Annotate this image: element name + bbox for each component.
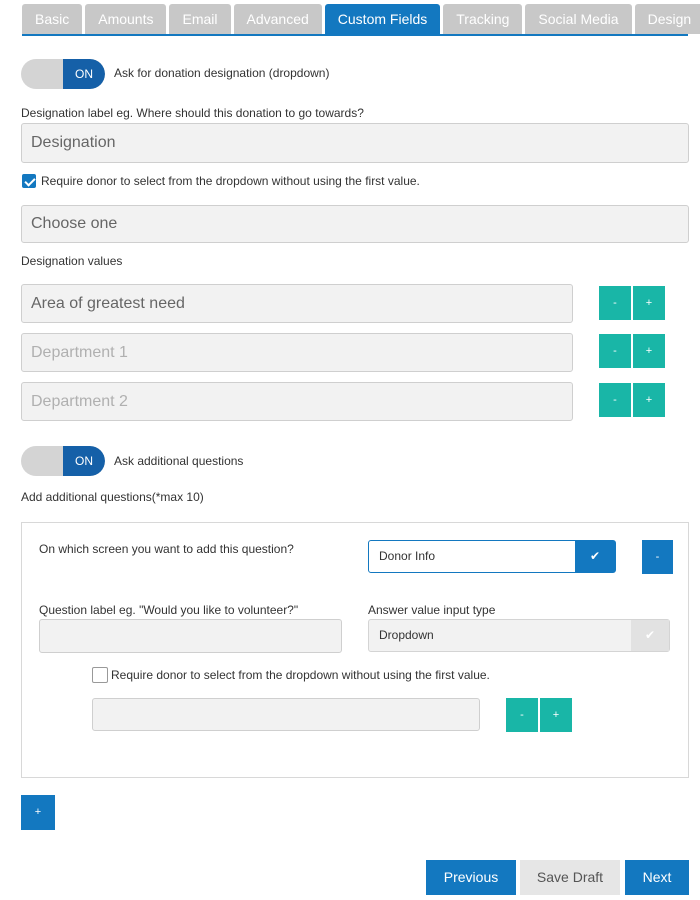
- screen-question-label: On which screen you want to add this question?: [39, 542, 294, 556]
- additional-questions-toggle[interactable]: [21, 446, 105, 476]
- additional-questions-heading: Add additional questions(*max 10): [21, 490, 204, 504]
- tab-social-media[interactable]: Social Media: [525, 4, 631, 34]
- answer-type-label: Answer value input type: [368, 603, 496, 617]
- additional-questions-toggle-label: Ask additional questions: [114, 454, 244, 468]
- designation-values-heading: Designation values: [21, 254, 123, 268]
- add-value-button-2[interactable]: +: [633, 334, 665, 368]
- tab-custom-fields[interactable]: Custom Fields: [325, 4, 440, 34]
- check-icon: ✔: [575, 541, 615, 572]
- question-label-hint: Question label eg. "Would you like to volunteer?": [39, 603, 299, 617]
- remove-question-button[interactable]: -: [642, 540, 673, 574]
- designation-value-input-1[interactable]: Area of greatest need: [21, 284, 573, 323]
- tab-basic[interactable]: Basic: [22, 4, 82, 34]
- remove-value-button-1[interactable]: -: [599, 286, 631, 320]
- designation-require-checkbox[interactable]: [22, 174, 36, 188]
- tab-amounts[interactable]: Amounts: [85, 4, 166, 34]
- screen-select-value: Donor Info: [379, 549, 436, 563]
- question-label-input[interactable]: [39, 619, 342, 653]
- designation-first-value-input[interactable]: Choose one: [21, 205, 689, 243]
- tab-advanced[interactable]: Advanced: [234, 4, 322, 34]
- tab-email[interactable]: Email: [169, 4, 230, 34]
- tab-design[interactable]: Design: [635, 4, 700, 34]
- tab-tracking[interactable]: Tracking: [443, 4, 522, 34]
- question-option-input[interactable]: [92, 698, 480, 731]
- add-question-button[interactable]: +: [21, 795, 55, 830]
- designation-toggle[interactable]: [21, 59, 105, 89]
- question-require-label: Require donor to select from the dropdown without using the first value.: [111, 668, 490, 682]
- screen-select[interactable]: [368, 540, 616, 573]
- designation-value-input-3[interactable]: Department 2: [21, 382, 573, 421]
- designation-require-label: Require donor to select from the dropdown without using the first value.: [41, 174, 420, 188]
- answer-type-value: Dropdown: [379, 628, 434, 642]
- designation-value-input-2[interactable]: Department 1: [21, 333, 573, 372]
- check-icon: ✔: [631, 620, 669, 651]
- question-require-checkbox[interactable]: [92, 667, 108, 683]
- additional-questions-toggle-state: ON: [63, 446, 105, 476]
- remove-option-button[interactable]: -: [506, 698, 538, 732]
- tab-divider: [22, 34, 688, 36]
- next-button[interactable]: Next: [625, 860, 689, 895]
- add-value-button-3[interactable]: +: [633, 383, 665, 417]
- designation-label-input[interactable]: Designation: [21, 123, 689, 163]
- remove-value-button-3[interactable]: -: [599, 383, 631, 417]
- designation-label-hint: Designation label eg. Where should this donation to go towards?: [21, 106, 364, 120]
- tab-bar: [22, 4, 700, 34]
- designation-toggle-label: Ask for donation designation (dropdown): [114, 66, 330, 80]
- previous-button[interactable]: Previous: [426, 860, 516, 895]
- designation-toggle-state: ON: [63, 59, 105, 89]
- answer-type-select[interactable]: [368, 619, 670, 652]
- save-draft-button[interactable]: Save Draft: [520, 860, 620, 895]
- add-value-button-1[interactable]: +: [633, 286, 665, 320]
- remove-value-button-2[interactable]: -: [599, 334, 631, 368]
- add-option-button[interactable]: +: [540, 698, 572, 732]
